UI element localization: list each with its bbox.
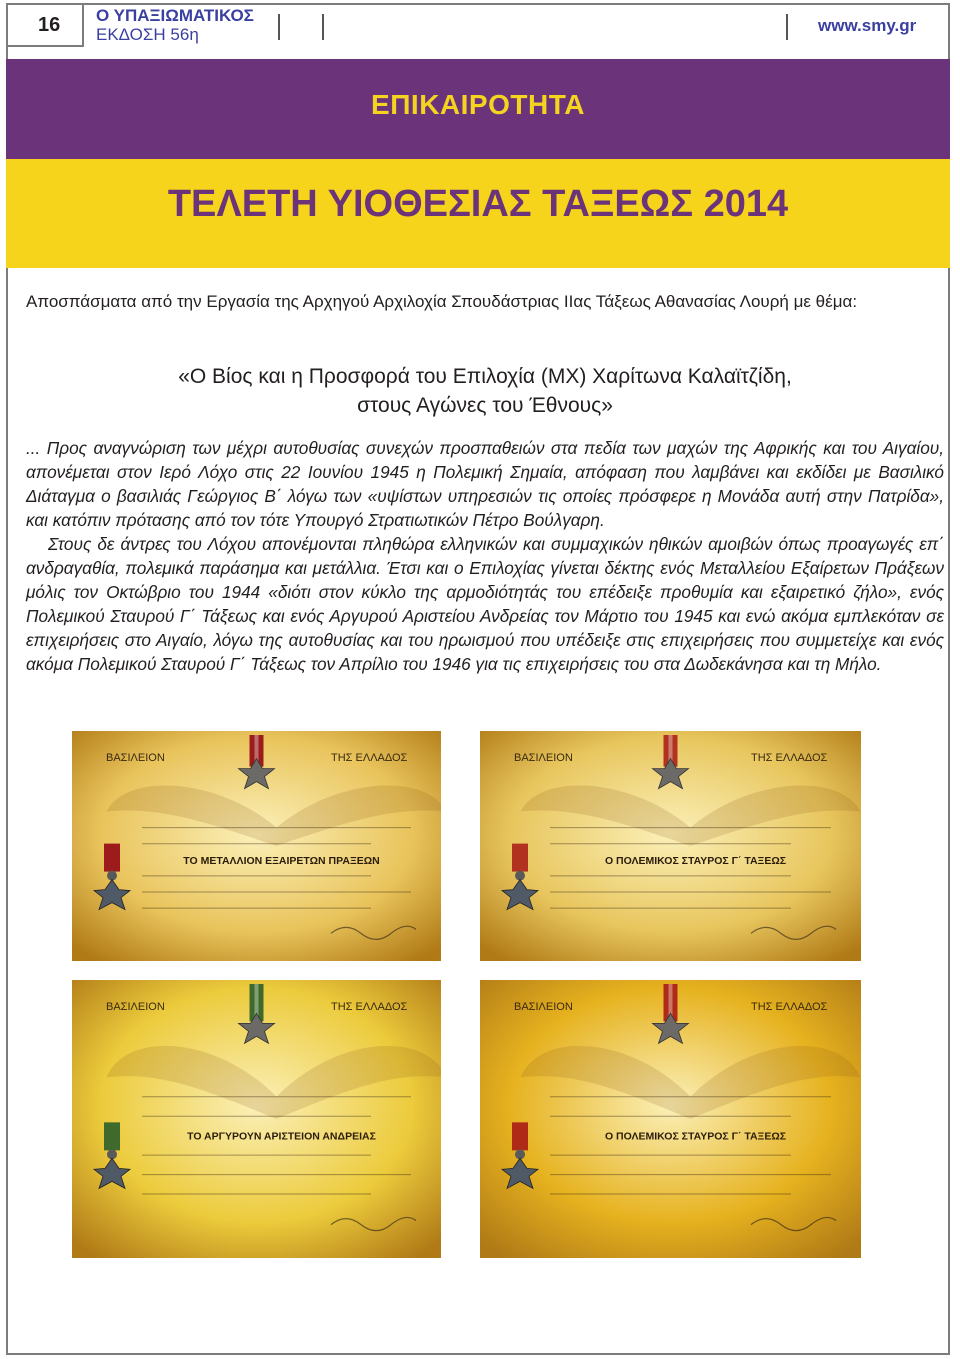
magazine-title: Ο ΥΠΑΞΙΩΜΑΤΙΚΟΣ (96, 6, 254, 25)
headline: ΤΕΛΕΤΗ ΥΙΟΘΕΣΙΑΣ ΤΑΞΕΩΣ 2014 (167, 183, 789, 225)
certificate-header-right: ΤΗΣ ΕΛΛΑΔΟΣ (751, 1001, 828, 1013)
header-divider (278, 14, 280, 40)
page-number: 16 (6, 3, 84, 47)
edition-label: ΕΚΔΟΣΗ 56η (96, 25, 199, 44)
header-divider (786, 14, 788, 40)
subject-title (26, 362, 944, 420)
medal-ribbon (104, 1122, 120, 1150)
certificate-header-left: ΒΑΣΙΛΕΙΟΝ (514, 752, 573, 764)
medal-ribbon (104, 844, 120, 872)
medal-ribbon (512, 1122, 528, 1150)
intro-text: Αποσπάσματα από την Εργασία της Αρχηγού Αρχιλοχία Σπουδάστριας ΙΙας Τάξεως Αθανασίας Λουρή με θέμα: (26, 292, 858, 311)
certificate-photo (72, 731, 441, 961)
certificate-header-right: ΤΗΣ ΕΛΛΑΔΟΣ (331, 1001, 408, 1013)
certificate-award-title: ΤΟ ΑΡΓΥΡΟΥΝ ΑΡΙΣΤΕΙΟΝ ΑΝΔΡΕΙΑΣ (187, 1130, 376, 1143)
certificate-award-title: ΤΟ ΜΕΤΑΛΛΙΟΝ ΕΞΑΙΡΕΤΩΝ ΠΡΑΞΕΩΝ (183, 854, 380, 867)
paragraph: ... Προς αναγνώριση των μέχρι αυτοθυσίας συνεχών προσπαθειών στα πεδία των μαχών της Αφρικής και του Αιγαίου, απονέμεται στον Ιερό Λόχο στις 22 Ιουνίου 1945 η Πολεμική Σημαία, απόφαση που λαμβάνει και εκδίδει με Βασιλικό Διάταγμα ο βασιλιάς Γεώργιος Β΄ λόγω των «υψίστων υπηρεσιών τις οποίες πρόσφερε η Μονάδα αυτή στην Πατρίδα», και κατόπιν πρότασης από τον τότε Υπουργό Στρατιωτικών Πέτρο Βούλγαρη. (26, 438, 944, 530)
paragraph: Στους δε άντρες του Λόχου απονέμονται πληθώρα ελληνικών και συμμαχικών ηθικών αμοιβών όπως προαγωγές επ΄ ανδραγαθία, πολεμικά παράσημα και μετάλλια. Έτσι και ο Επιλοχίας γίνεται δέκτης ενός Μεταλλείου Εξαίρετων Πράξεων μόλις τον Οκτώβριο του 1944 «διότι στον κύκλο της αρμοδιότητάς του επέδειξε προθυμία και εξαιρετικό ζήλο», ενός Πολεμικού Σταυρού Γ΄ Τάξεως και ενός Αργυρού Αριστείου Ανδρείας τον Μάρτιο του 1945 και ενώ ακόμα εμπλεκόταν σε επιχειρήσεις στο Αιγαίο, λόγω της αυτοθυσίας και του ηρωισμού που υπέδειξε στις επιχειρήσεις που συμμετείχε και ενός ακόμα Πολεμικού Σταυρού Γ΄ Τάξεως τον Απρίλιο του 1946 για τις επιχειρήσεις του στα Δωδεκάνησα και τη Μήλο. (26, 534, 944, 674)
certificate-photo (480, 731, 861, 961)
article-body (26, 436, 944, 676)
medal-ribbon (512, 844, 528, 872)
certificate-award-title: Ο ΠΟΛΕΜΙΚΟΣ ΣΤΑΥΡΟΣ Γ΄ ΤΑΞΕΩΣ (604, 1130, 787, 1143)
website-link[interactable]: www.smy.gr (818, 16, 917, 35)
certificate-photo (72, 980, 441, 1258)
headline-banner (6, 159, 950, 268)
certificate-photo (480, 980, 861, 1258)
category-banner (6, 59, 950, 159)
certificate-header-right: ΤΗΣ ΕΛΛΑΔΟΣ (331, 752, 408, 764)
certificate-header-left: ΒΑΣΙΛΕΙΟΝ (514, 1001, 573, 1013)
masthead (96, 6, 254, 44)
certificate-header-left: ΒΑΣΙΛΕΙΟΝ (106, 752, 165, 764)
certificate-header-left: ΒΑΣΙΛΕΙΟΝ (106, 1001, 165, 1013)
certificate-header-right: ΤΗΣ ΕΛΛΑΔΟΣ (751, 752, 828, 764)
certificate-award-title: Ο ΠΟΛΕΜΙΚΟΣ ΣΤΑΥΡΟΣ Γ΄ ΤΑΞΕΩΣ (604, 854, 787, 867)
category-title: ΕΠΙΚΑΙΡΟΤΗΤΑ (371, 89, 585, 120)
subject-line: «Ο Βίος και η Προσφορά του Επιλοχία (ΜΧ) Χαρίτωνα Καλαϊτζίδη, (178, 365, 792, 388)
header-divider (322, 14, 324, 40)
subject-line: στους Αγώνες του Έθνους» (357, 394, 613, 417)
